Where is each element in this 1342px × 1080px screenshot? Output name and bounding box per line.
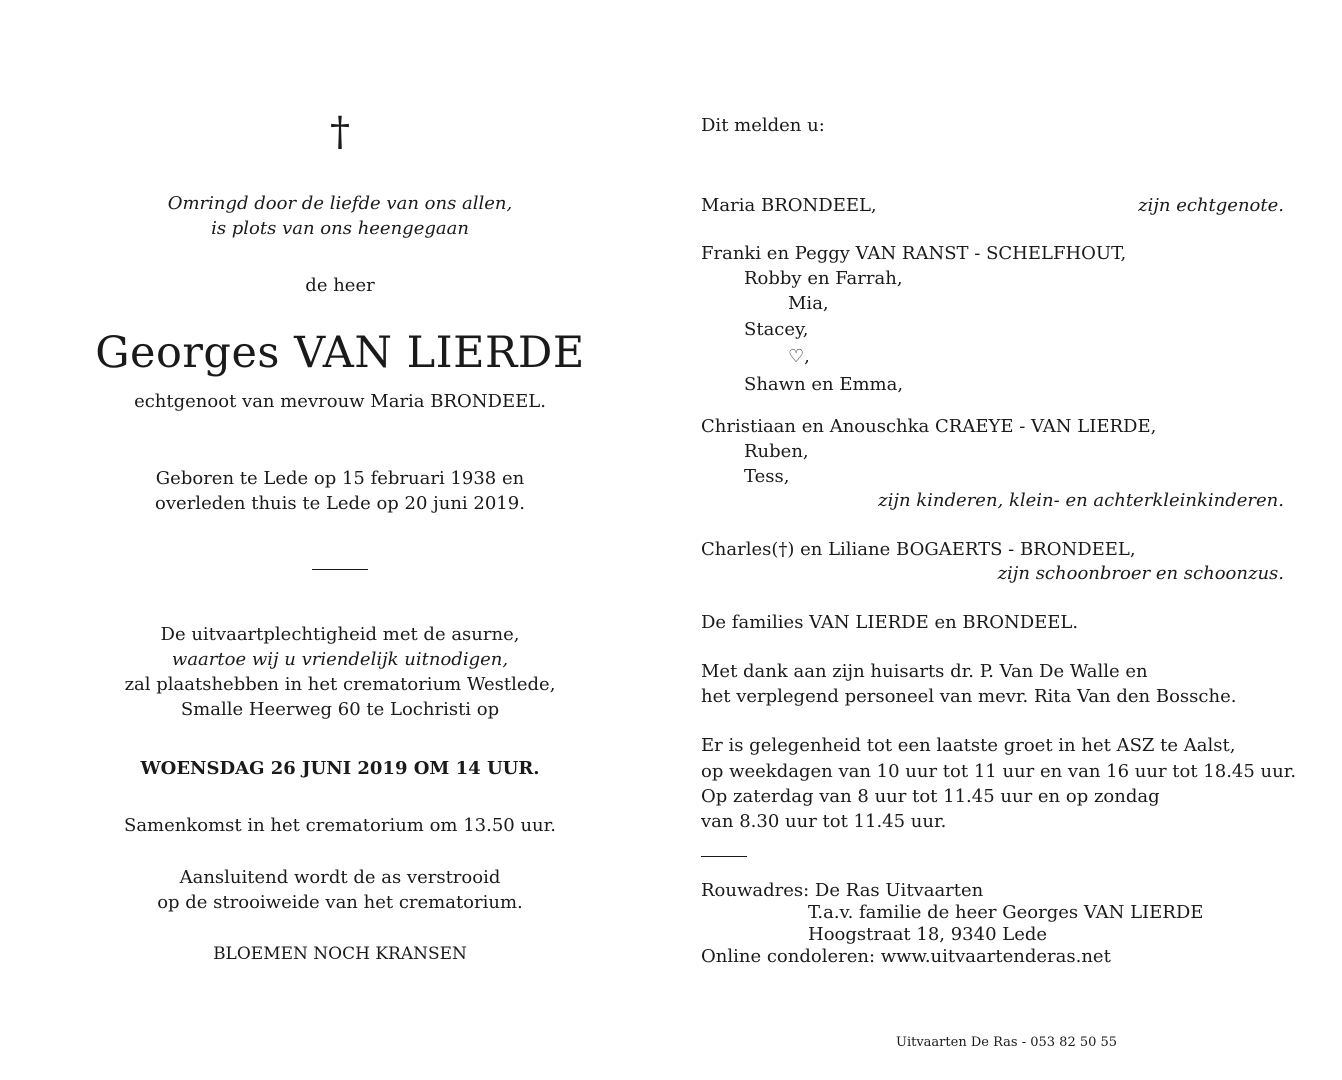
ceremony-line-3: zal plaatshebben in het crematorium Westlede, <box>124 674 556 695</box>
family-2-grandchild-2: Tess, <box>744 466 790 487</box>
thanks-line-2: het verplegend personeel van mevr. Rita Van den Bossche. <box>701 686 1237 707</box>
thanks-line-1: Met dank aan zijn huisarts dr. P. Van De Walle en <box>701 661 1148 682</box>
address-line-3: Hoogstraat 18, 9340 Lede <box>808 924 1048 945</box>
announcement-left-column <box>90 0 590 1080</box>
death-line: overleden thuis te Lede op 20 juni 2019. <box>155 493 525 514</box>
families-line: De families VAN LIERDE en BRONDEEL. <box>701 612 1079 633</box>
ceremony-date: WOENSDAG 26 JUNI 2019 OM 14 UUR. <box>140 758 540 779</box>
scatter-line-1: Aansluitend wordt de as verstrooid <box>179 867 501 888</box>
ceremony-line-1: De uitvaartplechtigheid met de asurne, <box>160 624 520 645</box>
address-line-1: Rouwadres: De Ras Uitvaarten <box>701 880 984 901</box>
visit-line-3: Op zaterdag van 8 uur tot 11.45 uur en op zondag <box>701 786 1160 807</box>
inlaws: Charles(†) en Liliane BOGAERTS - BRONDEEL, <box>701 539 1136 560</box>
cross-icon: † <box>330 109 350 155</box>
heading: Dit melden u: <box>701 115 825 136</box>
visit-line-4: van 8.30 uur tot 11.45 uur. <box>701 811 947 832</box>
gathering-line: Samenkomst in het crematorium om 13.50 uur. <box>123 815 557 836</box>
inlaws-role: zijn schoonbroer en schoonzus. <box>997 563 1284 584</box>
announcement-right-column <box>701 0 1301 1080</box>
family-1-grandchild-1: Robby en Farrah, <box>744 268 903 289</box>
visit-line-1: Er is gelegenheid tot een laatste groet in het ASZ te Aalst, <box>701 735 1236 756</box>
intro-line-1: Omringd door de liefde van ons allen, <box>167 193 513 214</box>
heart-icon: ♡, <box>788 346 810 367</box>
spouse-role: zijn echtgenote. <box>1138 195 1284 216</box>
birth-line: Geboren te Lede op 15 februari 1938 en <box>155 468 525 489</box>
family-2-parents: Christiaan en Anouschka CRAEYE - VAN LIERDE, <box>701 416 1157 437</box>
visit-line-2: op weekdagen van 10 uur tot 11 uur en van 16 uur tot 18.45 uur. <box>701 761 1297 782</box>
family-1-greatgrandchild: Mia, <box>788 293 829 314</box>
divider <box>312 569 368 570</box>
ceremony-line-4: Smalle Heerweg 60 te Lochristi op <box>180 699 500 720</box>
ceremony-line-2: waartoe wij u vriendelijk uitnodigen, <box>171 649 509 670</box>
family-1-grandchild-3: Shawn en Emma, <box>744 374 904 395</box>
family-1-grandchild-2: Stacey, <box>744 319 809 340</box>
family-2-grandchild-1: Ruben, <box>744 441 809 462</box>
spouse-name: Maria BRONDEEL, <box>701 195 877 216</box>
address-line-2: T.a.v. familie de heer Georges VAN LIERDE <box>808 902 1204 923</box>
deceased-name: Georges VAN LIERDE <box>95 328 585 378</box>
flowers-note: BLOEMEN NOCH KRANSEN <box>213 944 467 964</box>
scatter-line-2: op de strooiweide van het crematorium. <box>157 892 523 913</box>
condolence-link[interactable]: Online condoleren: www.uitvaartenderas.net <box>701 946 1111 967</box>
footer-credit: Uitvaarten De Ras - 053 82 50 55 <box>896 1035 1118 1050</box>
spouse-line: echtgenoot van mevrouw Maria BRONDEEL. <box>134 391 546 412</box>
intro-line-2: is plots van ons heengegaan <box>211 218 469 239</box>
children-role: zijn kinderen, klein- en achterkleinkinderen. <box>878 490 1284 511</box>
salutation: de heer <box>305 275 375 296</box>
divider-right <box>701 856 747 857</box>
family-1-parents: Franki en Peggy VAN RANST - SCHELFHOUT, <box>701 243 1127 264</box>
